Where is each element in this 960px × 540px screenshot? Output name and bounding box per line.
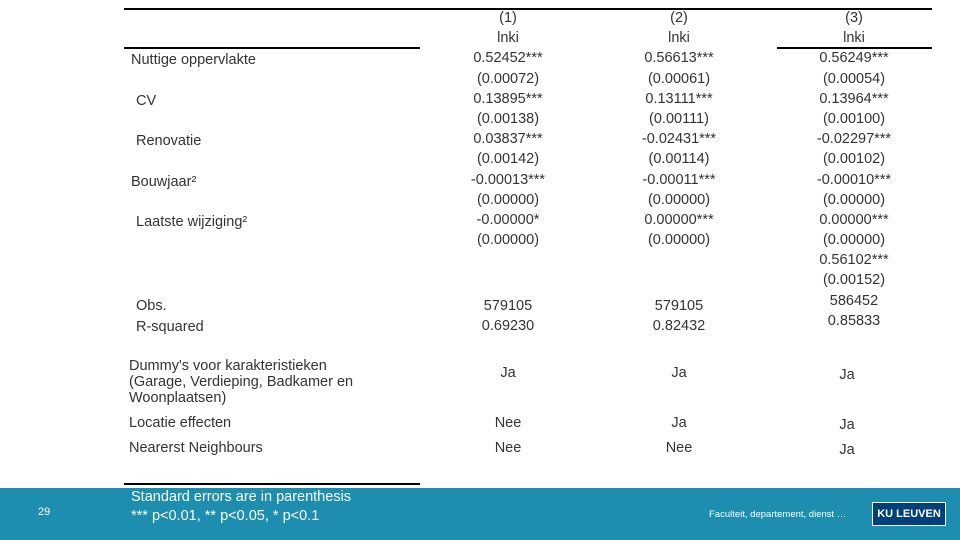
cell: (0.00000) bbox=[647, 232, 711, 249]
row-label-oppervlakte: Nuttige oppervlakte bbox=[131, 52, 256, 68]
cell: (0.00000) bbox=[822, 232, 886, 249]
cell: (0.00102) bbox=[822, 151, 886, 168]
table-column-3 bbox=[787, 8, 921, 331]
table-notes bbox=[131, 488, 351, 526]
cell: 0.03837*** bbox=[473, 131, 543, 148]
cell: (0.00000) bbox=[476, 232, 540, 249]
table-column-2-stats bbox=[619, 296, 739, 336]
ku-leuven-logo: KU LEUVEN bbox=[872, 502, 946, 526]
cell: (0.00138) bbox=[476, 110, 540, 127]
location-col-3: Ja bbox=[839, 417, 855, 433]
column-number: (2) bbox=[670, 10, 688, 26]
table-column-1 bbox=[448, 8, 568, 250]
cell: (0.00111) bbox=[649, 110, 709, 127]
dummies-col-2: Ja bbox=[671, 365, 687, 381]
cell: -0.02431*** bbox=[641, 131, 717, 148]
cell: 0.56613*** bbox=[644, 50, 714, 67]
dummies-label-line: Woonplaatsen) bbox=[129, 390, 227, 406]
neighbours-col-1: Nee bbox=[494, 440, 522, 456]
cell: (0.00072) bbox=[476, 70, 540, 87]
cell: 0.00000*** bbox=[644, 211, 714, 228]
neighbours-col-2: Nee bbox=[665, 440, 693, 456]
cell: -0.00010*** bbox=[816, 171, 892, 188]
cell: (0.00142) bbox=[476, 151, 540, 168]
column-depvar: lnki bbox=[668, 30, 690, 47]
row-label-laatste-wijziging: Laatste wijziging² bbox=[136, 214, 248, 230]
cell: (0.00114) bbox=[648, 151, 710, 168]
column-number: (1) bbox=[499, 10, 517, 26]
cell: 0.56249*** bbox=[819, 50, 889, 67]
dummies-label-line: (Garage, Verdieping, Badkamer en bbox=[129, 374, 354, 390]
cell: (0.00000) bbox=[476, 191, 540, 208]
cell: -0.02297*** bbox=[816, 131, 892, 148]
dummies-col-3: Ja bbox=[839, 367, 855, 383]
row-label-rsquared: R-squared bbox=[136, 319, 204, 335]
nearest-neighbours-label: Nearerst Neighbours bbox=[129, 440, 263, 456]
column-depvar: lnki bbox=[843, 30, 865, 47]
column-number: (3) bbox=[845, 10, 863, 26]
dummies-label bbox=[129, 358, 353, 406]
dummies-col-1: Ja bbox=[500, 365, 516, 381]
obs-value: 579105 bbox=[654, 298, 704, 314]
cell: (0.00152) bbox=[822, 272, 886, 289]
location-col-2: Ja bbox=[671, 415, 687, 431]
column-depvar: lnki bbox=[497, 30, 519, 47]
footer-bar bbox=[0, 488, 960, 540]
cell: (0.00100) bbox=[822, 110, 886, 127]
cell: -0.00011*** bbox=[642, 171, 716, 188]
page-number: 29 bbox=[38, 506, 51, 518]
cell: 0.52452*** bbox=[473, 50, 543, 67]
cell: (0.00000) bbox=[822, 191, 886, 208]
table-bottom-rule bbox=[124, 483, 420, 485]
cell: 0.13111*** bbox=[645, 90, 713, 107]
rsq-value: 0.85833 bbox=[827, 312, 881, 329]
neighbours-col-3: Ja bbox=[839, 442, 855, 458]
cell: 0.13964*** bbox=[819, 90, 889, 107]
location-effects-label: Locatie effecten bbox=[129, 415, 232, 431]
dummies-label-line: Dummy's voor karakteristieken bbox=[129, 358, 327, 374]
cell: -0.00000* bbox=[476, 211, 540, 228]
obs-value: 579105 bbox=[483, 298, 533, 314]
row-label-cv: CV bbox=[136, 93, 157, 109]
row-label-renovatie: Renovatie bbox=[136, 133, 202, 149]
rsq-value: 0.82432 bbox=[652, 318, 706, 335]
row-label-bouwjaar: Bouwjaar² bbox=[131, 174, 197, 190]
note-significance: *** p<0.01, ** p<0.05, * p<0.1 bbox=[131, 508, 320, 524]
table-column-2 bbox=[619, 8, 739, 250]
obs-value: 586452 bbox=[829, 292, 879, 309]
faculty-text: Faculteit, departement, dienst … bbox=[709, 509, 847, 520]
rsq-value: 0.69230 bbox=[481, 318, 535, 335]
header-rule-left bbox=[124, 47, 420, 49]
cell: 0.56102*** bbox=[819, 252, 889, 269]
location-col-1: Nee bbox=[494, 415, 522, 431]
cell: 0.00000*** bbox=[819, 211, 889, 228]
cell: -0.00013*** bbox=[470, 171, 546, 188]
cell: 0.13895*** bbox=[473, 90, 543, 107]
cell: (0.00061) bbox=[647, 70, 711, 87]
table-column-1-stats bbox=[448, 296, 568, 336]
note-standard-errors: Standard errors are in parenthesis bbox=[131, 489, 352, 505]
cell: (0.00000) bbox=[647, 191, 711, 208]
row-label-obs: Obs. bbox=[136, 298, 167, 314]
cell: (0.00054) bbox=[822, 70, 886, 87]
